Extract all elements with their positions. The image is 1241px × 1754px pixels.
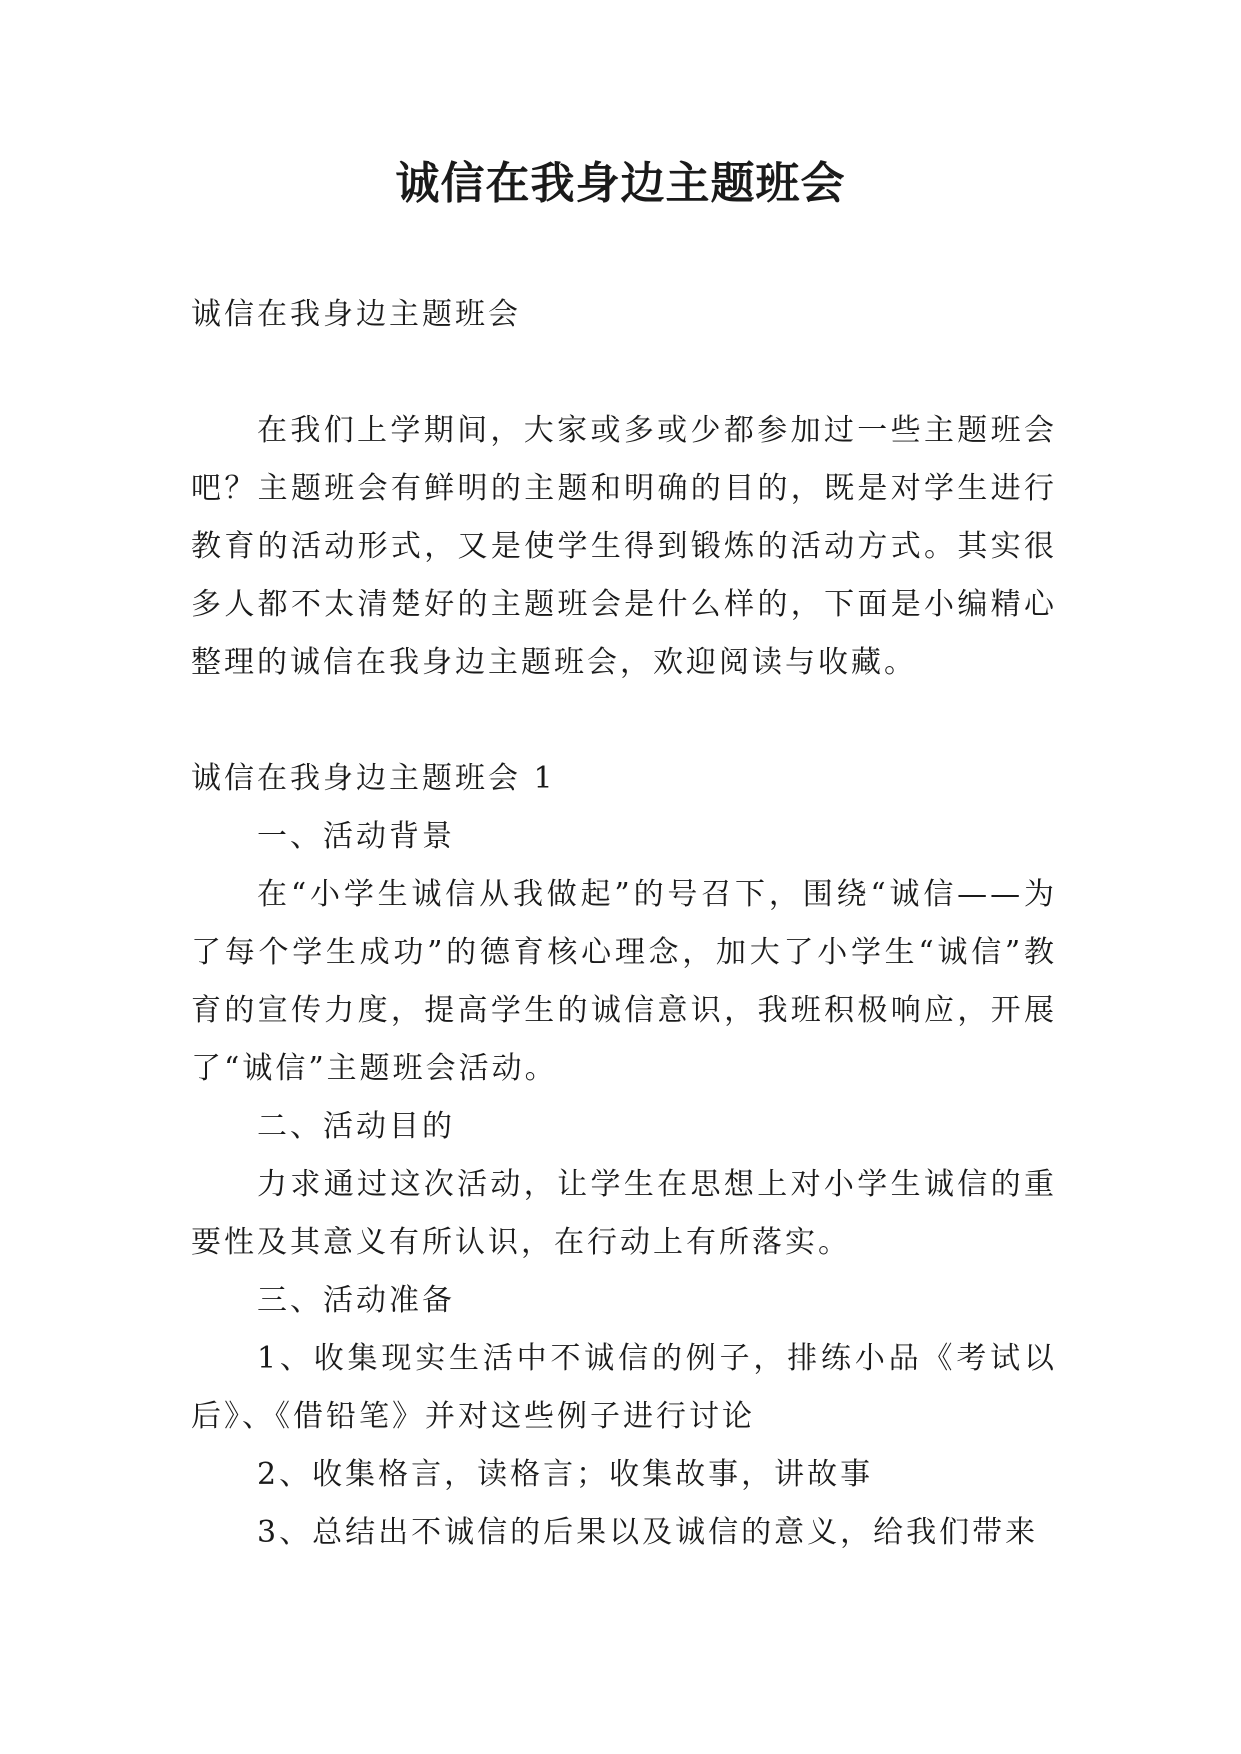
prep-item-1: 1、收集现实生活中不诚信的例子，排练小品《考试以后》、《借铅笔》并对这些例子进行讨论 — [191, 1341, 1057, 1434]
subtitle: 诚信在我身边主题班会 — [191, 297, 521, 332]
background-heading: 一、活动背景 — [257, 819, 455, 854]
document-body — [191, 286, 1057, 1562]
prep-item-3: 3、总结出不诚信的后果以及诚信的意义，给我们带来 — [257, 1515, 1039, 1550]
section-title: 诚信在我身边主题班会 1 — [191, 761, 556, 796]
background-paragraph: 在“小学生诚信从我做起”的号召下，围绕“诚信——为了每个学生成功”的德育核心理念，加大了小学生“诚信”教育的宣传力度，提高学生的诚信意识，我班积极响应，开展了“诚信”主题班会活动。 — [191, 877, 1057, 1086]
document-title: 诚信在我身边主题班会 — [395, 158, 846, 209]
goal-paragraph: 力求通过这次活动，让学生在思想上对小学生诚信的重要性及其意义有所认识，在行动上有所落实。 — [191, 1167, 1057, 1260]
prep-heading: 三、活动准备 — [257, 1283, 455, 1318]
goal-heading: 二、活动目的 — [257, 1109, 455, 1144]
intro-paragraph: 在我们上学期间，大家或多或少都参加过一些主题班会吧？主题班会有鲜明的主题和明确的目的，既是对学生进行教育的活动形式，又是使学生得到锻炼的活动方式。其实很多人都不太清楚好的主题班会是什么样的，下面是小编精心整理的诚信在我身边主题班会，欢迎阅读与收藏。 — [191, 413, 1057, 680]
prep-item-2: 2、收集格言，读格言；收集故事，讲故事 — [257, 1457, 874, 1492]
